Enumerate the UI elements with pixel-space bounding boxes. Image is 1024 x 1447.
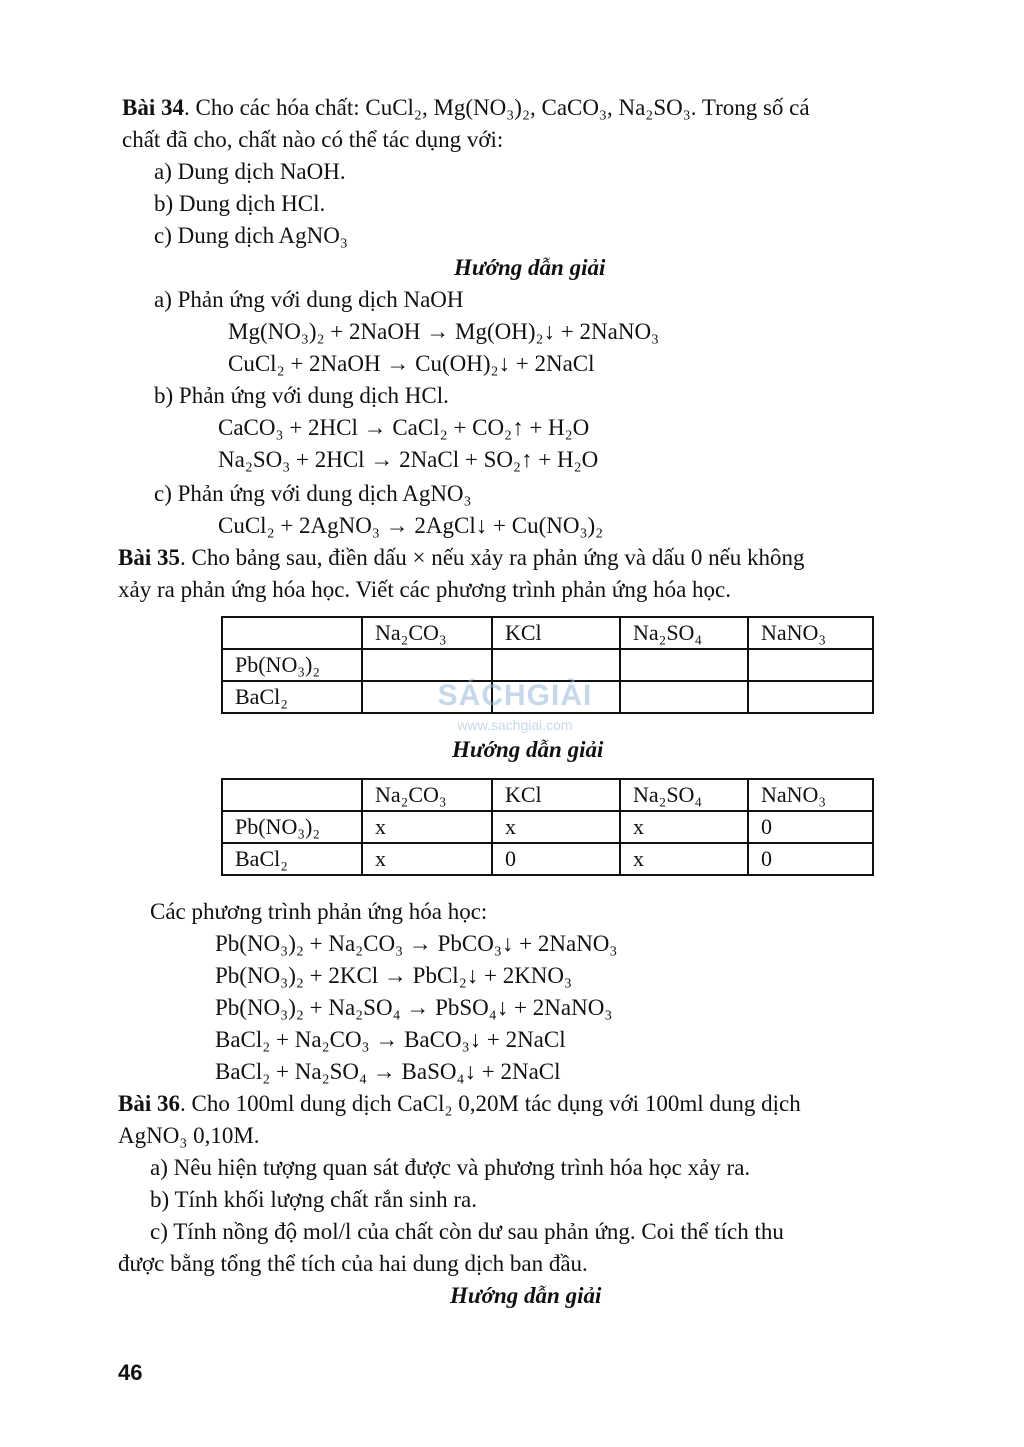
- table-row: [222, 811, 873, 843]
- bai36-text2: AgNO₃ 0,10M.: [118, 1123, 260, 1148]
- table-row: [222, 843, 873, 875]
- bai35-intro: [118, 542, 805, 574]
- table-cell: x: [362, 811, 492, 843]
- bai35-text2: xảy ra phản ứng hóa học. Viết các phương trình phản ứng hóa học.: [118, 577, 732, 602]
- table-cell: [362, 649, 492, 681]
- bai36-item-a: a) Nêu hiện tượng quan sát được và phương trình hóa học xảy ra.: [150, 1155, 751, 1180]
- table-cell: [620, 681, 748, 713]
- bai34-item-a: a) Dung dịch NaOH.: [154, 159, 346, 184]
- table-cell: x: [492, 811, 620, 843]
- table-cell: BaCl₂: [222, 681, 362, 713]
- page-number: 46: [118, 1360, 143, 1385]
- table-cell: [492, 681, 620, 713]
- bai36-text1: . Cho 100ml dung dịch CaCl₂ 0,20M tác dụng với 100ml dung dịch: [179, 1091, 801, 1116]
- table-cell: BaCl₂: [222, 843, 362, 875]
- bai36-intro: [118, 1088, 801, 1120]
- bai34-solution-b: b) Phản ứng với dung dịch HCl.: [154, 383, 449, 408]
- bai35-equation: Pb(NO₃)₂ + Na₂CO₃ → PbCO₃↓ + 2NaNO₃: [215, 931, 618, 956]
- table-cell: [748, 649, 873, 681]
- table-cell: [620, 649, 748, 681]
- bai35-guide-heading: Hướng dẫn giải: [452, 737, 604, 762]
- bai35-equation: Pb(NO₃)₂ + 2KCl → PbCl₂↓ + 2KNO₃: [215, 963, 573, 988]
- bai35-equation: BaCl₂ + Na₂CO₃ → BaCO₃↓ + 2NaCl: [215, 1027, 566, 1052]
- bai34-label: Bài 34: [122, 95, 184, 120]
- table-cell: Pb(NO₃)₂: [222, 649, 362, 681]
- table-cell: [748, 681, 873, 713]
- table-header-row: [222, 617, 873, 649]
- table-cell: x: [620, 811, 748, 843]
- table-row: [222, 681, 873, 713]
- table-cell: x: [620, 843, 748, 875]
- table-cell: Pb(NO₃)₂: [222, 811, 362, 843]
- table-cell: Na₂CO₃: [362, 779, 492, 811]
- table-cell: NaNO₃: [748, 617, 873, 649]
- bai35-label: Bài 35: [118, 545, 180, 570]
- bai35-equation: Pb(NO₃)₂ + Na₂SO₄ → PbSO₄↓ + 2NaNO₃: [215, 995, 613, 1020]
- bai36-item-b: b) Tính khối lượng chất rắn sinh ra.: [150, 1187, 477, 1212]
- table-cell: [492, 649, 620, 681]
- bai34-item-b: b) Dung dịch HCl.: [154, 191, 326, 216]
- bai36-guide-heading: Hướng dẫn giải: [450, 1283, 602, 1308]
- watermark-main: SÁCHGIẢI: [437, 679, 593, 712]
- table-cell: Na₂SO₄: [620, 617, 748, 649]
- bai35-text1: . Cho bảng sau, điền dấu × nếu xảy ra phản ứng và dấu 0 nếu không: [179, 545, 805, 570]
- bai35-question-table: [221, 616, 874, 714]
- table-cell: [222, 779, 362, 811]
- table-cell: [222, 617, 362, 649]
- table-cell: KCl: [492, 617, 620, 649]
- bai34-text1: . Cho các hóa chất: CuCl₂, Mg(NO₃)₂, CaCO₃, Na₂SO₃. Trong số cá: [183, 95, 810, 120]
- bai35-answer-table: [221, 778, 874, 876]
- table-cell: Na₂SO₄: [620, 779, 748, 811]
- table-cell: NaNO₃: [748, 779, 873, 811]
- table-header-row: [222, 779, 873, 811]
- bai34-solution-c: c) Phản ứng với dung dịch AgNO₃: [154, 481, 472, 506]
- bai34-intro: [122, 92, 810, 124]
- table-cell: [362, 681, 492, 713]
- bai35-equation: BaCl₂ + Na₂SO₄ → BaSO₄↓ + 2NaCl: [215, 1059, 561, 1084]
- bai34-item-c: c) Dung dịch AgNO₃: [154, 223, 348, 248]
- table-cell: 0: [492, 843, 620, 875]
- table-row: [222, 649, 873, 681]
- bai36-item-c: c) Tính nồng độ mol/l của chất còn dư sau phản ứng. Coi thể tích thu: [150, 1219, 784, 1244]
- table-cell: 0: [748, 843, 873, 875]
- bai36-label: Bài 36: [118, 1091, 180, 1116]
- bai34-equation: Na₂SO₃ + 2HCl → 2NaCl + SO₂↑ + H₂O: [218, 447, 599, 472]
- bai34-equation: CaCO₃ + 2HCl → CaCl₂ + CO₂↑ + H₂O: [218, 415, 590, 440]
- bai34-equation: CuCl₂ + 2AgNO₃ → 2AgCl↓ + Cu(NO₃)₂: [218, 513, 604, 538]
- bai34-equation: Mg(NO₃)₂ + 2NaOH → Mg(OH)₂↓ + 2NaNO₃: [228, 319, 660, 344]
- bai34-equation: CuCl₂ + 2NaOH → Cu(OH)₂↓ + 2NaCl: [228, 351, 595, 376]
- bai36-text-end: được bằng tổng thể tích của hai dung dịch ban đầu.: [118, 1251, 588, 1276]
- table-cell: Na₂CO₃: [362, 617, 492, 649]
- bai34-solution-a: a) Phản ứng với dung dịch NaOH: [154, 287, 464, 312]
- table-cell: x: [362, 843, 492, 875]
- bai35-equations-intro: Các phương trình phản ứng hóa học:: [150, 899, 488, 924]
- table-cell: KCl: [492, 779, 620, 811]
- table-cell: 0: [748, 811, 873, 843]
- watermark-sub: www.sachgiai.com: [457, 717, 573, 733]
- bai34-guide-heading: Hướng dẫn giải: [454, 255, 606, 280]
- bai34-text2: chất đã cho, chất nào có thể tác dụng với:: [122, 127, 504, 152]
